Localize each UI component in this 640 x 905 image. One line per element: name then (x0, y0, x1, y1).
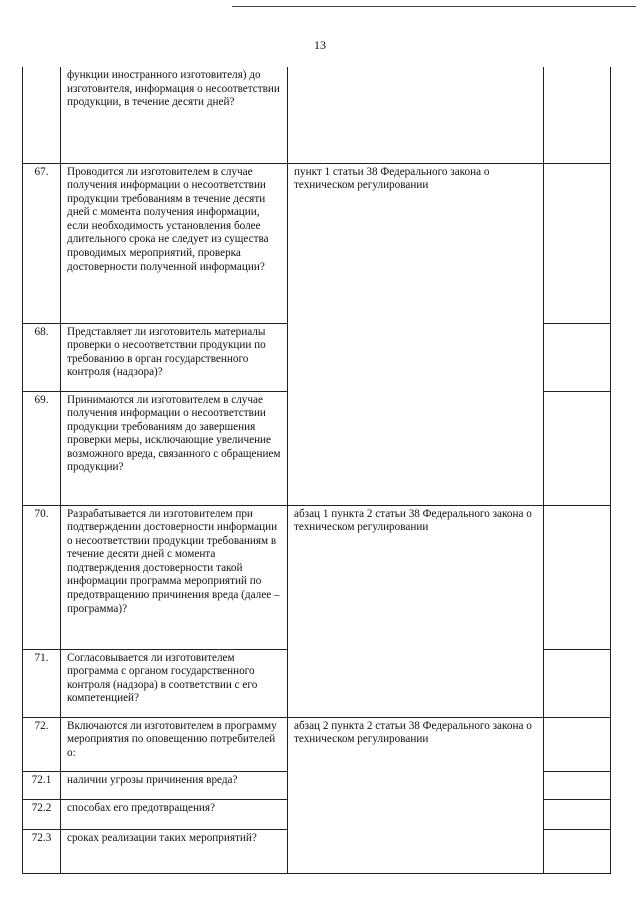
question-text: сроках реализации таких мероприятий? (61, 829, 288, 873)
answer-cell (544, 67, 611, 163)
question-text: Включаются ли изготовителем в программу мероприятия по оповещению потребителей о: (61, 717, 288, 771)
legal-basis: абзац 1 пункта 2 статьи 38 Федерального закона о техническом регулировании (288, 505, 544, 717)
table-row (23, 505, 611, 649)
top-rule (232, 6, 636, 7)
table-row (23, 67, 611, 163)
row-number: 70. (23, 505, 61, 649)
question-text: Представляет ли изготовитель материалы проверки о несоответствии продукции по требованию в орган государственного контроля (надзора)? (61, 323, 288, 391)
row-number: 71. (23, 649, 61, 717)
question-text: Проводится ли изготовителем в случае получения информации о несоответствии продукции требованиям в течение десяти дней с момента получения информации, если необходимость установления более длительного срока не следует из существа проводимых мероприятий, проверка достоверности полученной информации? (61, 163, 288, 323)
table-row (23, 717, 611, 771)
legal-basis: абзац 2 пункта 2 статьи 38 Федерального закона о техническом регулировании (288, 717, 544, 873)
question-text: наличии угрозы причинения вреда? (61, 771, 288, 799)
question-text: Согласовывается ли изготовителем программа с органом государственного контроля (надзора) в соответствии с его компетенцией? (61, 649, 288, 717)
answer-cell (544, 771, 611, 799)
row-number: 67. (23, 163, 61, 323)
row-number (23, 67, 61, 163)
legal-basis: пункт 1 статьи 38 Федерального закона о техническом регулировании (288, 163, 544, 505)
question-text: способах его предотвращения? (61, 799, 288, 829)
checklist-table (22, 67, 611, 874)
answer-cell (544, 799, 611, 829)
question-text: функции иностранного изготовителя) до изготовителя, информация о несоответствии продукции, в течение десяти дней? (61, 67, 288, 163)
row-number: 72.3 (23, 829, 61, 873)
row-number: 72. (23, 717, 61, 771)
row-number: 72.2 (23, 799, 61, 829)
row-number: 68. (23, 323, 61, 391)
answer-cell (544, 323, 611, 391)
page-number: 13 (314, 38, 326, 52)
legal-basis (288, 67, 544, 163)
answer-cell (544, 163, 611, 323)
answer-cell (544, 829, 611, 873)
question-text: Принимаются ли изготовителем в случае получения информации о несоответствии продукции требованиям до завершения проверки меры, исключающие увеличение возможного вреда, связанного с обращением продукции? (61, 391, 288, 505)
answer-cell (544, 717, 611, 771)
table-row (23, 163, 611, 323)
question-text: Разрабатывается ли изготовителем при подтверждении достоверности информации о несоответствии продукции требованиям в течение десяти дней с момента подтверждения достоверности такой информации программа мероприятий по предотвращению причинения вреда (далее – программа)? (61, 505, 288, 649)
answer-cell (544, 505, 611, 649)
row-number: 72.1 (23, 771, 61, 799)
answer-cell (544, 649, 611, 717)
row-number: 69. (23, 391, 61, 505)
answer-cell (544, 391, 611, 505)
